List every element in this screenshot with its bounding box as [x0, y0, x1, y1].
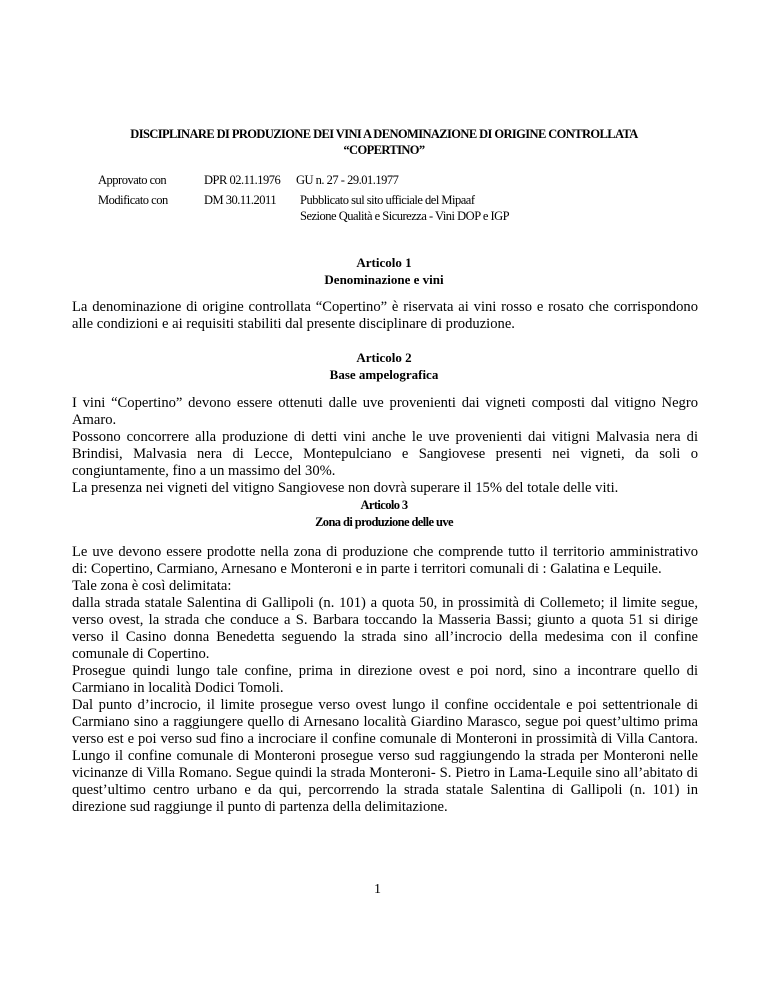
- approval-row: [98, 172, 658, 192]
- article-3-paragraph-5: Dal punto d’incrocio, il limite prosegue verso ovest lungo il confine occidentale e poi settentrionale di Carmiano sino a raggiungere quello di Arnesano località Giardino Marasco, segue poi quest’ultimo prima verso est e poi verso sud fino a incrociare il confine comunale di Monteroni in prossimità di Villa Cantora. Lungo il confine comunale di Monteroni prosegue verso sud raggiungendo la strada per Monteroni nelle vicinanze di Villa Romano. Segue quindi la strada Monteroni- S. Pietro in Lama-Lequile sino all’abitato di quest’ultimo centro urbano e da qui, percorrendo la strada statale Salentina di Gallipoli (n. 101) in direzione sud raggiunge il punto di partenza della delimitazione.: [72, 697, 698, 815]
- article-1-heading: [70, 254, 698, 288]
- page-number: 1: [374, 882, 381, 897]
- article-3-paragraph-4: Prosegue quindi lungo tale confine, prima in direzione ovest e poi nord, sino a incontrare quello di Carmiano in località Dodici Tomoli.: [72, 663, 698, 696]
- modification-label: Modificato con: [98, 193, 168, 207]
- article-1-paragraph: La denominazione di origine controllata “Copertino” è riservata ai vini rosso e rosato che corrispondono alle condizioni e ai requisiti stabiliti dal presente disciplinare di produzione.: [72, 299, 698, 332]
- approval-reference: GU n. 27 - 29.01.1977: [296, 173, 399, 187]
- article-1-number: Articolo 1: [356, 255, 412, 270]
- approval-label: Approvato con: [98, 173, 167, 187]
- article-2-body: [72, 395, 698, 497]
- title-line-1: DISCIPLINARE DI PRODUZIONE DEI VINI A DENOMINAZIONE DI ORIGINE CONTROLLATA: [130, 127, 638, 141]
- article-2-title: Base ampelografica: [329, 367, 439, 382]
- article-2-paragraph-2: Possono concorrere alla produzione di detti vini anche le uve provenienti dai vitigni Malvasia nera di Brindisi, Malvasia nera di Lecce, Montepulciano e Sangiovese presenti nei vigneti, da soli o congiuntamente, fino a un massimo del 30%.: [72, 429, 698, 479]
- modification-reference: Pubblicato sul sito ufficiale del Mipaaf: [300, 193, 475, 207]
- article-2-number: Articolo 2: [356, 350, 412, 365]
- article-2-paragraph-1: I vini “Copertino” devono essere ottenuti dalle uve provenienti dai vigneti composti dal vitigno Negro Amaro.: [72, 395, 698, 428]
- article-3-paragraph-2: Tale zona è così delimitata:: [72, 578, 232, 594]
- document-title: [70, 126, 698, 158]
- modification-reference-section: Sezione Qualità e Sicurezza - Vini DOP e IGP: [300, 209, 510, 223]
- approval-act: DPR 02.11.1976: [204, 173, 281, 187]
- article-2-heading: [70, 349, 698, 383]
- article-3-number: Articolo 3: [360, 498, 408, 512]
- title-line-2: “COPERTINO”: [343, 143, 425, 157]
- article-3-paragraph-3: dalla strada statale Salentina di Gallipoli (n. 101) a quota 50, in prossimità di Collemeto; il limite segue, verso ovest, la strada che conduce a S. Barbara toccando la Masseria Bassi; giunto a quota 51 si dirige verso il Casino donna Benedetta seguendo la strada sino all’incrocio della medesima con il confine comunale di Copertino.: [72, 595, 698, 662]
- article-3-body: [72, 544, 698, 816]
- article-2-paragraph-3: La presenza nei vigneti del vitigno Sangiovese non dovrà superare il 15% del totale delle viti.: [72, 480, 619, 496]
- article-1-title: Denominazione e vini: [324, 272, 444, 287]
- article-3-heading: [70, 497, 698, 531]
- article-3-title: Zona di produzione delle uve: [315, 515, 453, 529]
- modification-act: DM 30.11.2011: [204, 193, 277, 207]
- article-3-paragraph-1: Le uve devono essere prodotte nella zona di produzione che comprende tutto il territorio amministrativo di: Copertino, Carmiano, Arnesano e Monteroni e in parte i territori comunali di : Galatina e Lequile.: [72, 544, 698, 577]
- article-1-body: [72, 299, 698, 333]
- approval-block: [98, 172, 658, 223]
